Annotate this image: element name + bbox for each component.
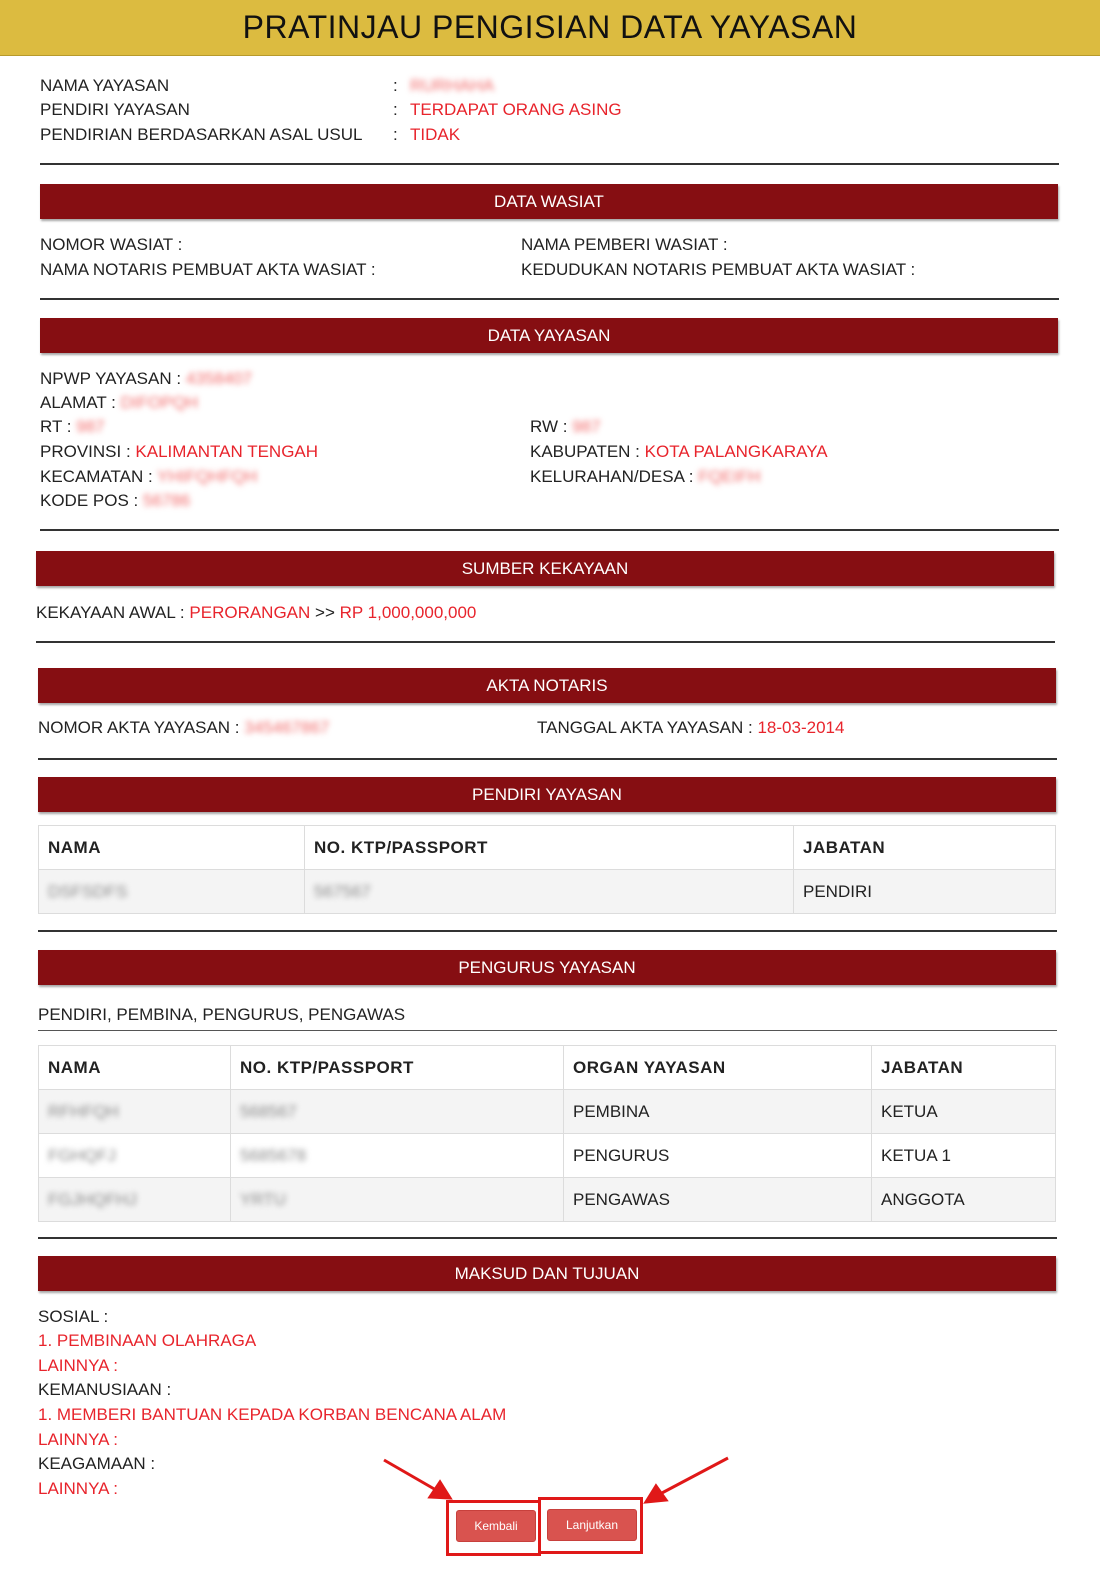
pengurus-organ: PEMBINA (564, 1090, 872, 1134)
kekayaan-awal-label: KEKAYAAN AWAL : (36, 603, 185, 622)
rw-value: 987 (572, 417, 601, 436)
section-title: MAKSUD DAN TUJUAN (454, 1263, 640, 1283)
kodepos-label: KODE POS : (40, 491, 139, 510)
keagamaan-lainnya: LAINNYA : (38, 1479, 118, 1498)
column-header-jabatan: JABATAN (794, 826, 1056, 870)
kedudukan-notaris-label: KEDUDUKAN NOTARIS PEMBUAT AKTA WASIAT : (521, 260, 916, 279)
separator: : (393, 100, 398, 119)
kodepos-value: 56786 (142, 491, 191, 510)
pendiri-yayasan-label: PENDIRI YAYASAN (40, 100, 190, 119)
separator: : (393, 125, 398, 144)
nomor-wasiat-label: NOMOR WASIAT : (40, 235, 183, 254)
section-title: SUMBER KEKAYAAN (461, 558, 629, 578)
column-header-organ: ORGAN YAYASAN (564, 1046, 872, 1090)
column-header-ktp: NO. KTP/PASSPORT (305, 826, 794, 870)
rt-label: RT : (40, 417, 72, 436)
sosial-item: 1. PEMBINAAN OLAHRAGA (38, 1331, 257, 1350)
kekayaan-sumber-value: PERORANGAN (189, 603, 311, 622)
pengurus-subtitle: PENDIRI, PEMBINA, PENGURUS, PENGAWAS (38, 1005, 406, 1024)
kelurahan-label: KELURAHAN/DESA : (530, 467, 694, 486)
kekayaan-nilai-value: RP 1,000,000,000 (339, 603, 477, 622)
section-title: AKTA NOTARIS (486, 675, 608, 695)
alamat-value: DIFOPQH (120, 393, 199, 412)
provinsi-value: KALIMANTAN TENGAH (135, 442, 319, 461)
kekayaan-arrow: >> (315, 603, 335, 622)
kemanusiaan-item: 1. MEMBERI BANTUAN KEPADA KORBAN BENCANA ALAM (38, 1405, 507, 1424)
npwp-value: 4358407 (185, 369, 253, 388)
pengurus-ktp: YRTU (240, 1189, 286, 1209)
tanggal-akta-value: 18-03-2014 (757, 718, 845, 737)
keagamaan-label: KEAGAMAAN : (38, 1454, 156, 1473)
arrow-head-left (430, 1482, 450, 1498)
pendiri-yayasan-value: TERDAPAT ORANG ASING (410, 100, 622, 119)
pendiri-nama: DSFSDFS (48, 881, 128, 901)
pengurus-nama: FGJHQFHJ (48, 1189, 137, 1209)
arrow-line-right (660, 1458, 728, 1494)
alamat-label: ALAMAT : (40, 393, 116, 412)
pengurus-ktp: 568567 (240, 1101, 297, 1121)
section-title: PENGURUS YAYASAN (458, 957, 636, 977)
tanggal-akta-label: TANGGAL AKTA YAYASAN : (537, 718, 753, 737)
lanjutkan-button[interactable]: Lanjutkan (547, 1509, 637, 1541)
column-header-nama: NAMA (39, 826, 305, 870)
kembali-button[interactable]: Kembali (456, 1510, 536, 1542)
kabupaten-label: KABUPATEN : (530, 442, 640, 461)
column-header-ktp: NO. KTP/PASSPORT (231, 1046, 564, 1090)
kabupaten-value: KOTA PALANGKARAYA (644, 442, 828, 461)
nomor-akta-value: 345467867 (244, 718, 330, 737)
npwp-label: NPWP YAYASAN : (40, 369, 182, 388)
asal-usul-value: TIDAK (410, 125, 461, 144)
section-title: DATA YAYASAN (487, 325, 611, 345)
sosial-label: SOSIAL : (38, 1307, 109, 1326)
rt-value: 987 (76, 417, 105, 436)
arrow-line-left (384, 1460, 436, 1490)
provinsi-label: PROVINSI : (40, 442, 131, 461)
pengurus-jabatan: ANGGOTA (872, 1178, 1056, 1222)
pengurus-organ: PENGURUS (564, 1134, 872, 1178)
notaris-wasiat-label: NAMA NOTARIS PEMBUAT AKTA WASIAT : (40, 260, 376, 279)
asal-usul-label: PENDIRIAN BERDASARKAN ASAL USUL (40, 125, 363, 144)
section-title: DATA WASIAT (494, 191, 604, 211)
pengurus-organ: PENGAWAS (564, 1178, 872, 1222)
rw-label: RW : (530, 417, 568, 436)
pemberi-wasiat-label: NAMA PEMBERI WASIAT : (521, 235, 728, 254)
nomor-akta-label: NOMOR AKTA YAYASAN : (38, 718, 240, 737)
column-header-jabatan: JABATAN (872, 1046, 1056, 1090)
column-header-nama: NAMA (39, 1046, 231, 1090)
kelurahan-value: FQEIFH (698, 467, 761, 486)
page-title: PRATINJAU PENGISIAN DATA YAYASAN (242, 9, 858, 45)
arrow-head-right (646, 1486, 666, 1502)
section-title: PENDIRI YAYASAN (472, 784, 622, 804)
sosial-lainnya: LAINNYA : (38, 1356, 118, 1375)
kecamatan-value: YHIFQHFQH (157, 467, 258, 486)
separator: : (393, 76, 398, 95)
pengurus-nama: FGHQFJ (48, 1145, 116, 1165)
pendiri-ktp: 567567 (314, 881, 371, 901)
pengurus-nama: RFHFQH (48, 1101, 119, 1121)
kemanusiaan-lainnya: LAINNYA : (38, 1430, 118, 1449)
nama-yayasan-label: NAMA YAYASAN (40, 76, 170, 95)
kemanusiaan-label: KEMANUSIAAN : (38, 1380, 172, 1399)
pengurus-ktp: 5685678 (240, 1145, 307, 1165)
nama-yayasan-value: RURHAHA (410, 76, 495, 95)
pengurus-jabatan: KETUA 1 (872, 1134, 1056, 1178)
kecamatan-label: KECAMATAN : (40, 467, 153, 486)
pengurus-jabatan: KETUA (872, 1090, 1056, 1134)
pendiri-jabatan: PENDIRI (794, 870, 1056, 914)
